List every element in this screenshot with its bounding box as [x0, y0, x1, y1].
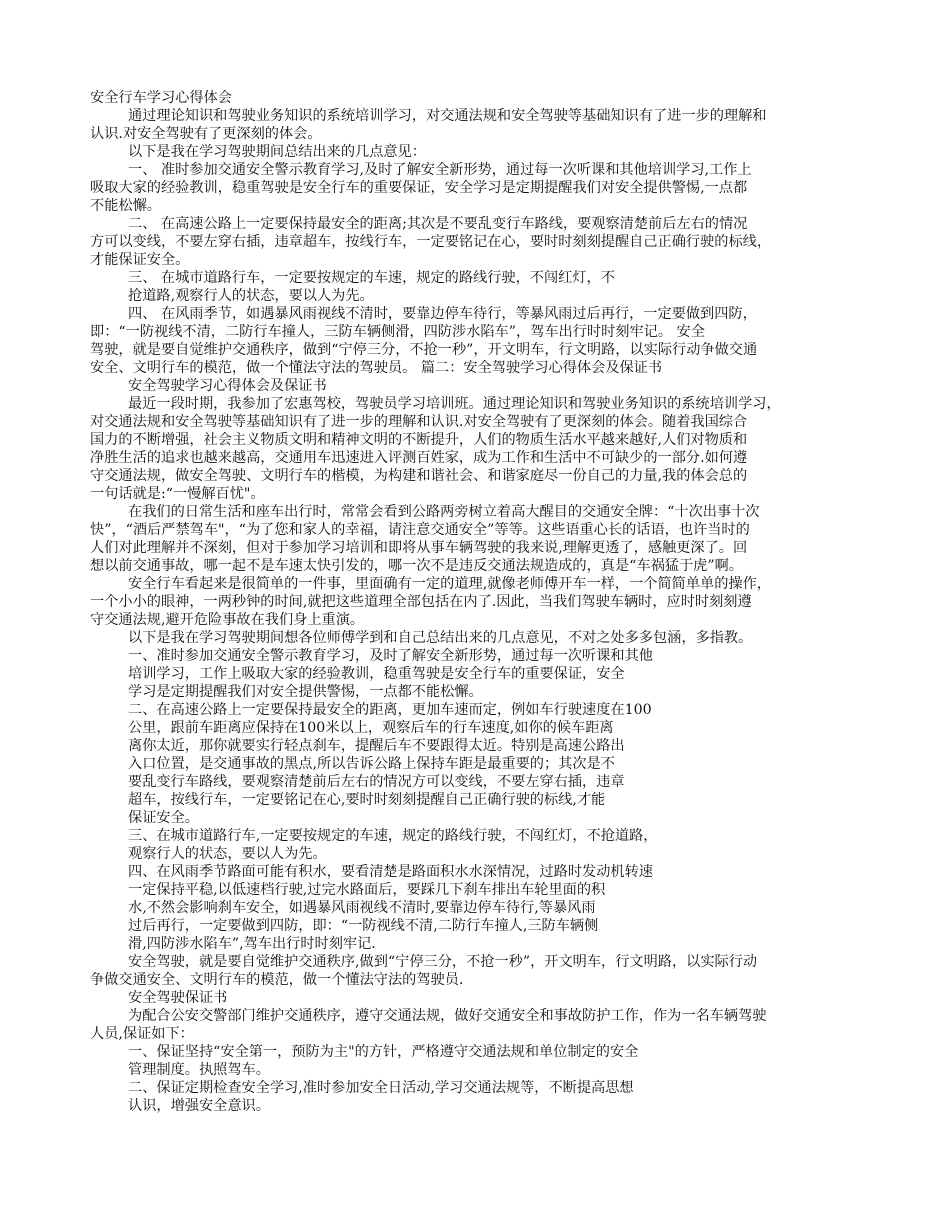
text-line: 超车，按线行车，一定要铭记在心,要时时刻刻提醒自己正确行驶的标线,才能 [128, 792, 606, 808]
text-line: 想以前交通事故，哪一起不是车速太快引发的，哪一次不是违反交通法规造成的，真是“车祸猛于虎”啊。 [90, 558, 743, 574]
document-title: 安全行车学习心得体会 [90, 90, 232, 106]
text-line: 一、准时参加交通安全警示教育学习，及时了解安全新形势，通过每一次听课和其他 [128, 648, 653, 664]
text-line: 最近一段时期，我参加了宏惠驾校，驾驶员学习培训班。通过理论知识和驾驶业务知识的系统培训学习， [128, 396, 781, 412]
text-line: 二、保证定期检查安全学习,准时参加安全日活动,学习交通法规等，不断提高思想 [128, 1080, 634, 1096]
text-line: 守交通法规，做安全驾驶、文明行车的楷模，为构建和谐社会、和谐家庭尽一份自己的力量,我的体会总的 [90, 468, 748, 484]
text-line: 安全驾驶，就是要自觉维护交通秩序,做到“宁停三分，不抢一秒”，开文明车，行文明路，以实际行动 [128, 954, 758, 970]
text-line: 在我们的日常生活和座车出行时，常常会看到公路两旁树立着高大醒目的交通安全牌：“十次出事十次 [128, 504, 760, 520]
text-line: 四、 在风雨季节，如遇暴风雨视线不清时，要靠边停车待行，等暴风雨过后再行，一定要做到四防， [128, 306, 757, 322]
text-line: 人员,保证如下： [90, 1026, 194, 1042]
text-line: 一个小小的眼神，一两秒钟的时间,就把这些道理全部包括在内了.因此，当我们驾驶车辆时，应时时刻刻遵 [90, 594, 752, 610]
text-line: 四、在风雨季节路面可能有积水，要看清楚是路面积水水深情况，过路时发动机转速 [128, 864, 653, 880]
text-line: 二、在高速公路上一定要保持最安全的距离，更加车速而定，例如车行驶速度在100 [128, 702, 652, 718]
text-line: 一定保持平稳,以低速档行驶,过完水路面后，要踩几下刹车排出车轮里面的积 [128, 882, 606, 898]
text-line: 过后再行，一定要做到四防，即：“一防视线不清,二防行车撞人,三防车辆侧 [128, 918, 599, 934]
text-line: 快”，“酒后严禁驾车"，“为了您和家人的幸福，请注意交通安全”等等。这些语重心长的话语，也许当时的 [90, 522, 750, 538]
text-line: 安全、文明行车的模范，做一个懂法守法的驾驶员。 篇二：安全驾驶学习心得体会及保证书 [90, 360, 663, 376]
text-line: 公里，跟前车距离应保持在100米以上，观察后车的行车速度,如你的候车距离 [128, 720, 614, 736]
text-line: 二、 在高速公路上一定要保持最安全的距离;其次是不要乱变行车路线，要观察清楚前后左右的情况 [128, 216, 748, 232]
text-line: 滑,四防涉水陷车”,驾车出行时时刻牢记. [128, 936, 376, 952]
text-line: 净胜生活的追求也越来越高，交通用车迅速进入评测百姓家，成为工作和生活中不可缺少的一部分.如何遵 [90, 450, 748, 466]
text-line: 水,不然会影响刹车安全，如遇暴风雨视线不清时,要靠边停车待行,等暴风雨 [128, 900, 596, 916]
text-line: 培训学习，工作上吸取大家的经验教训，稳重驾驶是安全行车的重要保证，安全 [128, 666, 625, 682]
text-line: 入口位置，是交通事故的黑点,所以告诉公路上保持车距是最重要的；其次是不 [128, 756, 615, 772]
text-line: 管理制度。执照驾车。 [128, 1062, 270, 1078]
text-line: 一句话就是:“一慢解百忧"。 [90, 486, 265, 502]
text-line: 三、在城市道路行车,一定要按规定的车速，规定的路线行驶，不闯红灯，不抢道路， [128, 828, 658, 844]
text-line: 以下是我在学习驾驶期间想各位师傅学到和自己总结出来的几点意见，不对之处多多包涵，多指教。 [128, 630, 753, 646]
document-body [90, 89, 865, 1115]
text-line: 安全驾驶保证书 [128, 990, 228, 1006]
text-line: 争做交通安全、文明行车的模范，做一个懂法守法的驾驶员. [90, 972, 464, 988]
text-line: 要乱变行车路线，要观察清楚前后左右的情况方可以变线，不要左穿右插，违章 [128, 774, 625, 790]
document-lines [90, 107, 865, 1115]
text-line: 三、 在城市道路行车，一定要按规定的车速，规定的路线行驶，不闯红灯，不 [128, 270, 615, 286]
text-line: 一、保证坚持“安全第一，预防为主"的方针，严格遵守交通法规和单位制定的安全 [128, 1044, 639, 1060]
text-line: 学习是定期提醒我们对安全提供警惕，一点都不能松懈。 [128, 684, 483, 700]
text-line: 人们对此理解并不深刻，但对于参加学习培训和即将从事车辆驾驶的我来说,理解更透了，感触更深了。回 [90, 540, 748, 556]
text-line: 通过理论知识和驾驶业务知识的系统培训学习，对交通法规和安全驾驶等基础知识有了进一步的理解和 [128, 108, 767, 124]
text-line: 对交通法规和安全驾驶等基础知识有了进一步的理解和认识.对安全驾驶有了更深刻的体会。随着我国综合 [90, 414, 748, 430]
text-line: 离你太近，那你就要实行轻点刹车，提醒后车不要跟得太近。特别是高速公路出 [128, 738, 625, 754]
text-line: 一、 准时参加交通安全警示教育学习,及时了解安全新形势，通过每一次听课和其他培训学习,工作上 [128, 162, 752, 178]
text-line: 才能保证安全。 [90, 252, 190, 268]
text-line: 安全行车看起来是很简单的一件事，里面确有一定的道理,就像老师傅开车一样，一个简简单单的操作， [128, 576, 771, 592]
text-line: 为配合公安交警部门维护交通秩序，遵守交通法规，做好交通安全和事故防护工作，作为一名车辆驾驶 [128, 1008, 767, 1024]
text-line: 认识，增强安全意识。 [128, 1098, 270, 1114]
text-line: 认识.对安全驾驶有了更深刻的体会。 [90, 126, 322, 142]
text-line: 方可以变线，不要左穿右插，违章超车，按线行车，一定要铭记在心，要时时刻刻提醒自己正确行驶的标线， [90, 234, 772, 250]
text-line: 抢道路,观察行人的状态，要以人为先。 [128, 288, 374, 304]
text-line: 吸取大家的经验教训，稳重驾驶是安全行车的重要保证，安全学习是定期提醒我们对安全提供警惕,一点都 [90, 180, 748, 196]
text-line: 守交通法规,避开危险事故在我们身上重演。 [90, 612, 365, 628]
text-line: 保证安全。 [128, 810, 199, 826]
text-line: 国力的不断增强，社会主义物质文明和精神文明的不断提升，人们的物质生活水平越来越好,人们对物质和 [90, 432, 748, 448]
text-line: 安全驾驶学习心得体会及保证书 [128, 378, 327, 394]
text-line: 以下是我在学习驾驶期间总结出来的几点意见： [128, 144, 426, 160]
text-line: 不能松懈。 [90, 198, 161, 214]
text-line: 驾驶，就是要自觉维护交通秩序，做到“宁停三分，不抢一秒”，开文明车，行文明路，以实际行动争做交通 [90, 342, 758, 358]
text-line: 观察行人的状态，要以人为先。 [128, 846, 327, 862]
text-line: 即：“一防视线不清，二防行车撞人，三防车辆侧滑，四防涉水陷车”，驾车出行时时刻牢记。 安全 [90, 324, 705, 340]
